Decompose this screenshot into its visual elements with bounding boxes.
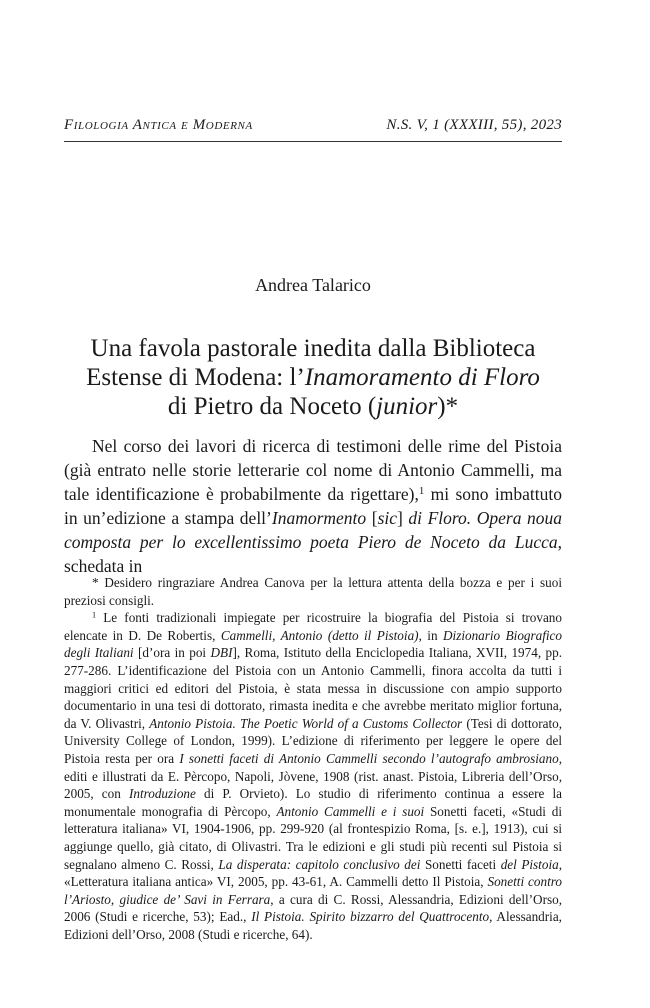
journal-title: Filologia Antica e Moderna xyxy=(64,117,253,133)
footnote-italic-run: Dizionario Biografico degli Italiani xyxy=(64,627,563,661)
footnote-1 xyxy=(64,609,562,943)
title-line-3 xyxy=(64,392,562,421)
body-italic-run: Inamormento xyxy=(271,508,367,528)
body-text-run: ] xyxy=(397,508,409,528)
header-rule xyxy=(64,141,562,142)
body-text-run: [ xyxy=(366,508,378,528)
body-text xyxy=(64,434,562,578)
footnote-text-run: , Alessandria, Edizioni dell’Orso, 2008 (Studi e ricerche, 64). xyxy=(64,909,562,942)
title-line-1: Una favola pastorale inedita dalla Biblioteca xyxy=(90,335,536,362)
footnote-italic-run: Antonio Pistoia. The Poetic World of a Customs Collector xyxy=(149,715,463,731)
footnote-text-run: , editi e illustrati da E. Pèrcopo, Napoli, Jòvene, 1908 (rist. anast. Pistoia, Libreria dell’Orso, 2005, con xyxy=(64,750,562,802)
footnote-text-run: ], Roma, Istituto della Enciclopedia Italiana, XVII, 1974, pp. 277-286. L’identificazione del Pistoia con un Antonio Cammelli, finora accolta da tutti i maggiori critici ed editori del Pistoia, è stata messa in discussione con ampio supporto documentario in una tesi di dottorato, rimasta inedita e che avrebbe meritato miglior fortuna, da V. Olivastri, xyxy=(64,645,563,731)
body-text-run: , schedata in xyxy=(64,532,562,576)
body-text-run: Nel corso dei lavori di ricerca di testimoni delle rime del Pistoia (già entrato nelle storie letterarie col nome di Antonio Cammelli, ma tale identificazione è probabilmente da rigettare), xyxy=(64,436,562,504)
footnote-ref-1: 1 xyxy=(418,485,425,498)
footnote-1-marker: 1 xyxy=(92,610,97,620)
footnote-italic-run: Antonio Cammelli e i suoi xyxy=(276,803,425,819)
footnote-italic-run: Sonetti contro l’Ariosto, giudice de’ Savi in Ferrara xyxy=(64,874,562,907)
footnote-italic-run: del Pistoia xyxy=(500,856,559,872)
footnote-text-run: Sonetti faceti, «Studi di letteratura italiana» VI, 1904-1906, pp. 299-920 (al frontespizio Roma, [s. e.], 1913), cui si aggiunge quello, già citato, di Olivastri. Tra le edizioni e gli studi più recenti sul Pistoia si segnalano almeno C. Rossi, xyxy=(64,803,562,872)
body-paragraph xyxy=(64,434,562,578)
footnote-text-run: , in xyxy=(418,627,443,643)
body-italic-run: di Floro. Opera noua composta per lo excellentissimo poeta Piero de Noceto da Lucca xyxy=(64,508,563,552)
body-italic-run: sic xyxy=(377,508,398,528)
running-head xyxy=(64,117,562,134)
title-line-2-italic: Inamoramento di Floro xyxy=(304,364,540,391)
body-text-run: mi sono imbattuto in un’edizione a stampa dell’ xyxy=(64,484,562,528)
footnote-italic-run: I sonetti faceti di Antonio Cammelli secondo l’autografo ambrosiano xyxy=(179,750,559,766)
footnote-text-run: , «Letteratura italiana antica» VI, 2005, pp. 43-61, A. Cammelli detto Il Pistoia, xyxy=(64,856,562,890)
footnote-text-run: (Tesi di dottorato, University College of London, 1999). L’edizione di riferimento per leggere le opere del Pistoia resta per ora xyxy=(64,715,562,766)
issue-info: N.S. V, 1 (XXXIII, 55), 2023 xyxy=(386,117,562,133)
footnote-italic-run: Introduzione xyxy=(128,786,196,802)
title-line-2-roman: Estense di Modena: l’ xyxy=(86,364,305,391)
footnote-star: * Desidero ringraziare Andrea Canova per la lettura attenta della bozza e per i suoi preziosi consigli. xyxy=(64,575,562,608)
footnote-text-run: [d’ora in poi xyxy=(133,645,211,661)
footnote-italic-run: La disperata: capitolo conclusivo dei xyxy=(218,856,421,872)
footnote-italic-run: Cammelli, Antonio (detto il Pistoia) xyxy=(220,627,419,643)
footnote-text-run: Le fonti tradizionali impiegate per ricostruire la biografia del Pistoia si trovano elencate in D. De Robertis, xyxy=(64,610,562,643)
footnotes xyxy=(64,574,562,943)
article-title xyxy=(64,334,562,421)
footnote-1-body xyxy=(64,610,562,942)
title-line-2 xyxy=(64,363,562,392)
footnote-text-run: Sonetti faceti xyxy=(420,856,501,872)
title-line-3-end: )* xyxy=(437,393,459,420)
footnote-italic-run: DBI xyxy=(210,645,233,661)
author-name: Andrea Talarico xyxy=(255,275,371,295)
footnote-text-run: di P. Orvieto). Lo studio di riferimento continua a essere la monumentale monografia di Pèrcopo, xyxy=(64,786,563,819)
title-line-3-roman: di Pietro da Noceto ( xyxy=(167,393,377,420)
footnote-text-run: , a cura di C. Rossi, Alessandria, Edizioni dell’Orso, 2006 (Studi e ricerche, 53); Ead., xyxy=(64,891,562,925)
footnote-italic-run: Il Pistoia. Spirito bizzarro del Quattrocento xyxy=(251,909,490,925)
title-line-3-italic: junior xyxy=(376,393,438,420)
